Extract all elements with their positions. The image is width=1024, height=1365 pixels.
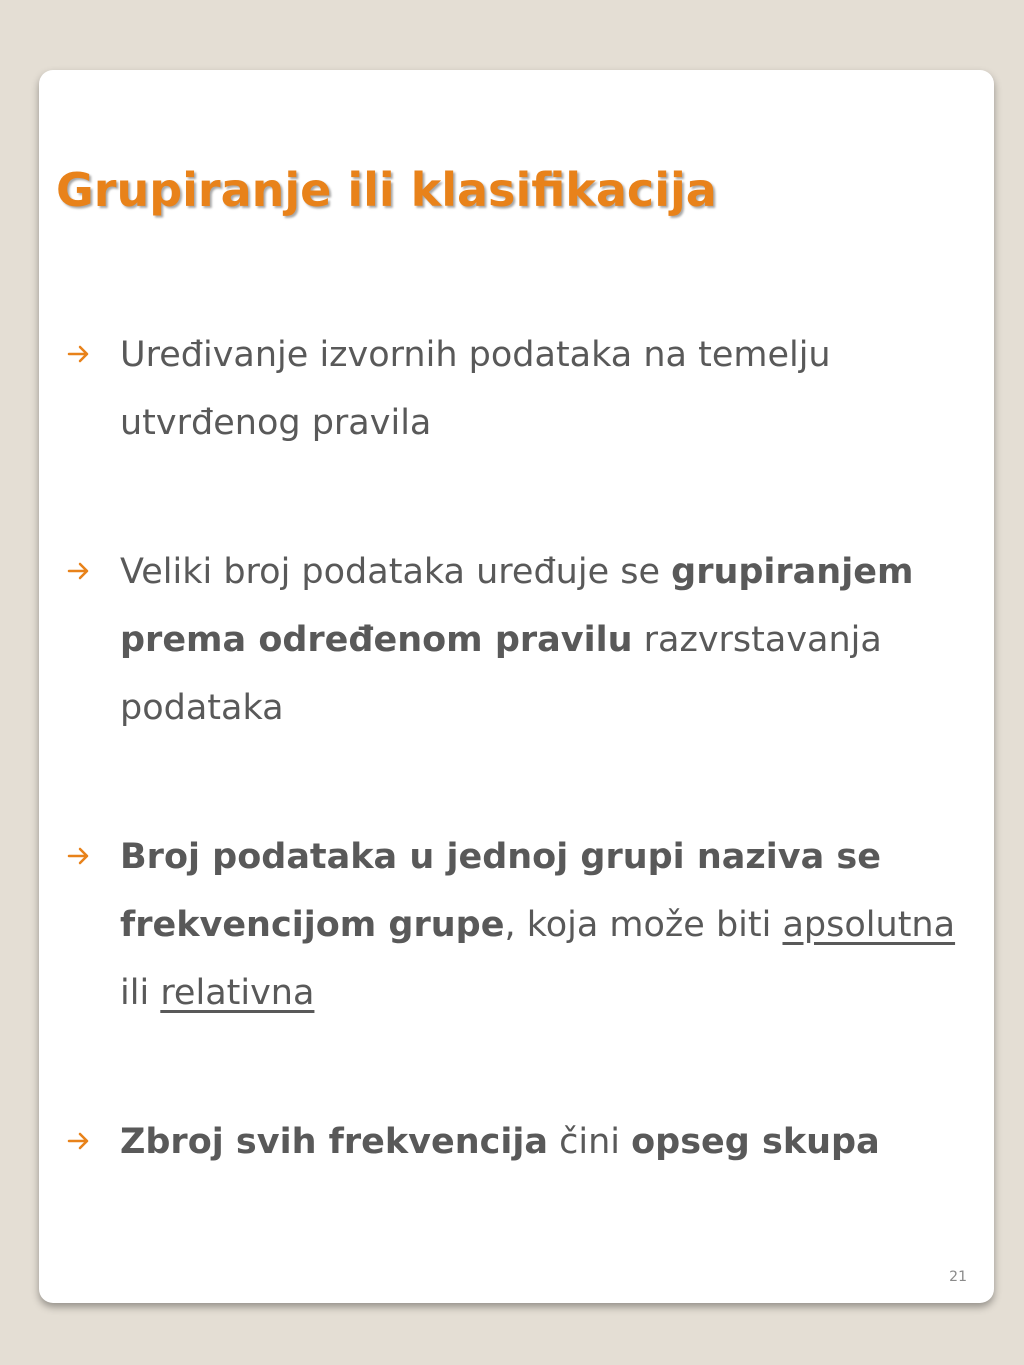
bullet-text-part: čini bbox=[548, 1122, 632, 1162]
bullet-text-part: Veliki broj podataka uređuje se bbox=[120, 552, 672, 592]
bullet-text-part: , koja može biti bbox=[504, 905, 783, 945]
bullet-text-bold: grupiranjem prema određenom pravilu bbox=[120, 552, 914, 660]
bullet-text bbox=[120, 538, 970, 742]
bullet-text-underlined: relativna bbox=[160, 973, 315, 1013]
bullet-text-bold: Broj podataka u jednoj grupi naziva se frekvencijom grupe bbox=[120, 837, 881, 945]
slide bbox=[39, 70, 994, 1303]
bullet-text-part: Uređivanje izvornih podataka na temelju utvrđenog pravila bbox=[120, 335, 831, 443]
bullet-text bbox=[120, 823, 970, 1027]
bullet-text-underlined: apsolutna bbox=[782, 905, 956, 945]
slide-title: Grupiranje ili klasifikacija bbox=[56, 163, 717, 217]
bullet-text-bold: Zbroj svih frekvencija bbox=[120, 1122, 548, 1162]
bullet-text bbox=[120, 321, 970, 457]
arrow-right-icon bbox=[64, 841, 94, 871]
arrow-right-icon bbox=[64, 556, 94, 586]
bullet-text-bold: opseg skupa bbox=[631, 1122, 880, 1162]
bullet-text-part: ili bbox=[120, 973, 161, 1013]
arrow-right-icon bbox=[64, 1126, 94, 1156]
bullet-text bbox=[120, 1108, 970, 1176]
page-number: 21 bbox=[949, 1269, 967, 1285]
bullet-text-part: razvrstavanja podataka bbox=[120, 620, 882, 728]
arrow-right-icon bbox=[64, 339, 94, 369]
